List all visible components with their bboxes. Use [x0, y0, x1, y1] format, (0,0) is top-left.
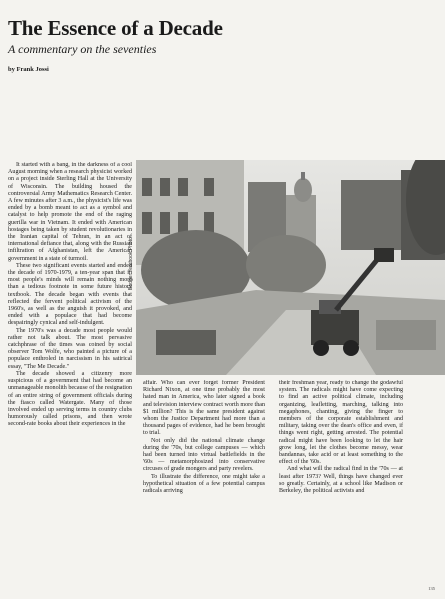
campus-construction-photo	[136, 160, 445, 375]
paragraph: affair. Who can ever forget former President Richard Nixon, at one time probably the most hated man in America, who later signed a book and television interview contract worth more than $1 million? This is the same president against whom the Justice Department had more than a thousand pages of evidence, had he been brought to trial.	[143, 380, 265, 437]
article-title: The Essence of a Decade	[8, 16, 223, 40]
paragraph: Not only did the national climate change during the '70s, but college campuses — which had been turned into virtual battlefields in the '60s — metamorphosized into conservative circuses of grade mongers and party revelers.	[143, 437, 265, 473]
photo-credit: Badger Yearbook Photo	[128, 237, 134, 290]
paragraph: It started with a bang, in the darkness of a cool August morning when a research physicist worked on a project inside Sterling Hall at the University of Wisconsin. The building housed the controversial Army Mathematics Research Center. A few minutes after 3 a.m., the physicist's life was ended by a bomb meant to act as a symbol and catalyst to help promote the end of the raging guerilla war in Vietnam. It ended with American hostages being taken by student revolutionaries in the Iranian capital of Tehran, in an act of international defiance that, along with the Russian infiltration of Afghanistan, left the American government in a state of turmoil.	[8, 162, 132, 262]
page-number: 135	[428, 586, 435, 591]
text-column-2	[143, 380, 265, 590]
photo-illustration	[136, 160, 445, 375]
paragraph: The 1970's was a decade most people would rather not talk about. The most pervasive catchphrase of the times was coined by social observer Tom Wolfe, who painted a picture of a populace enthroled in narcissism in his satirical essay, "The Me Decade."	[8, 327, 132, 370]
paragraph: To illustrate the difference, one might take a hypothetical situation of a few potential campus radicals arriving	[143, 473, 265, 495]
text-column-3	[279, 380, 403, 590]
paragraph: their freshman year, ready to change the godawful system. The radicals might have come expecting to find an active political climate, including organizing, leafletting, marching, talking into megaphones, chanting, giving the finger to members of the corporate establishment and military, taking over the dean's office and even, if things went right, getting arrested. The potential radical might have been looking to let the hair grow long, let the clothes become messy, wear bandannas, take acid or at least something to the effect of the '60s.	[279, 380, 403, 466]
article-subtitle: A commentary on the seventies	[8, 42, 157, 56]
byline: by Frank Jossi	[8, 66, 49, 73]
text-column-1	[8, 162, 132, 582]
paragraph: And what will the radical find in the '70s — at least after 1973? Well, things have changed ever so greatly. Certainly, at a school like Madison or Berkeley, the political activists and	[279, 466, 403, 495]
paragraph: These two significant events started and ended the decade of 1970-1979, a ten-year span that in most people's minds will remain nothing more than a tedious footnote in some future history textbook. The decade began with events that reflected the fervent political activism of the 1960's, as well as the anguish it provoked, and ended with a populace that had become despairingly cynical and self-indulgent.	[8, 262, 132, 327]
paragraph: The decade showed a citizenry more suspicious of a government that had become an unmanageable monolith because of the resignation of an entire string of government officials during the fiasco called Watergate. Many of those involved ended up serving terms in country clubs humorously called prisons, and then wrote second-rate books about their experiences in the	[8, 370, 132, 428]
